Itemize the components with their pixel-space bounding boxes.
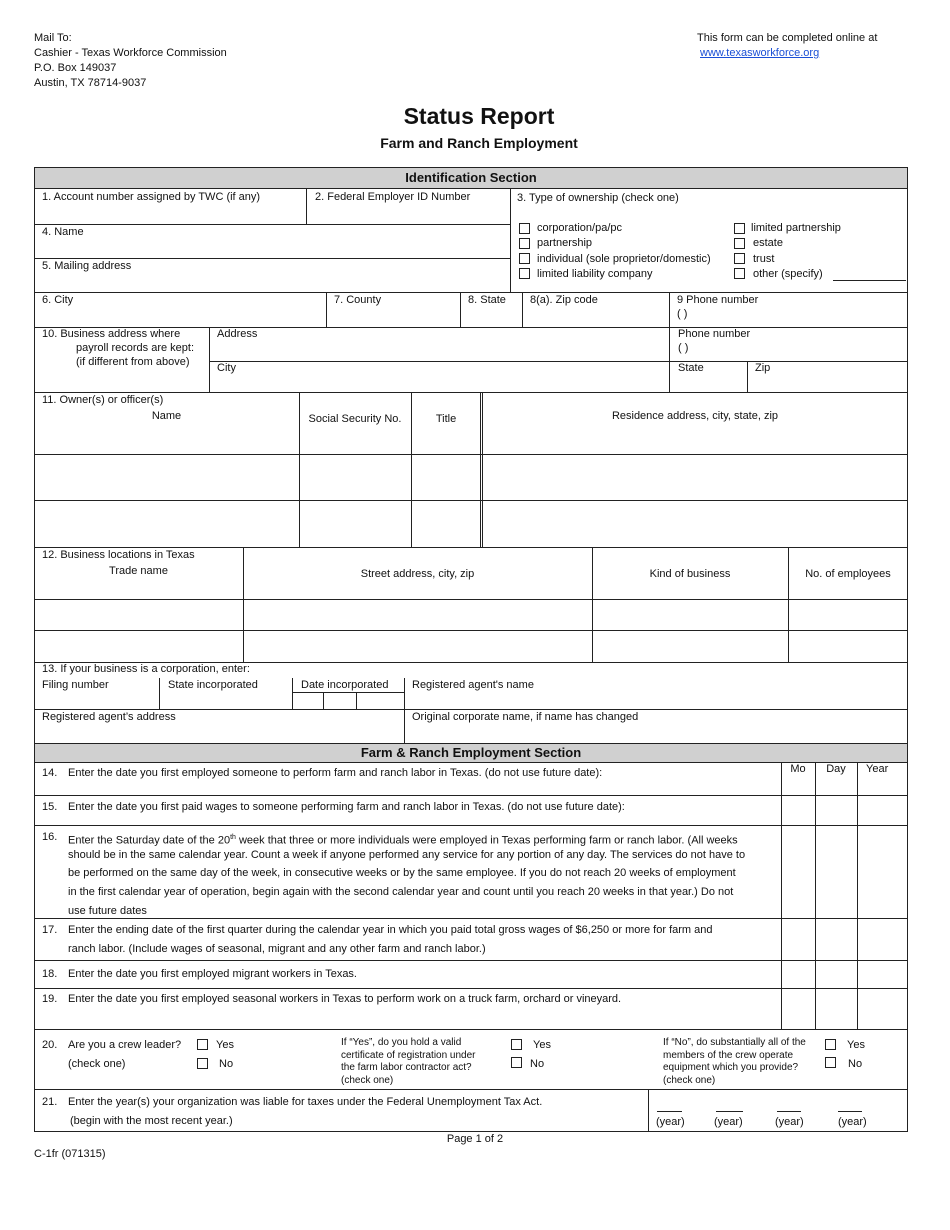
form-code: C-1fr (071315) [34, 1148, 106, 1160]
q18-text: Enter the date you first employed migrant workers in Texas. [68, 968, 357, 980]
checkbox-other[interactable] [734, 268, 745, 279]
state-label: State [678, 362, 704, 374]
year-2-label: (year) [714, 1116, 743, 1128]
q20-right-line-2: members of the crew operate [663, 1050, 794, 1061]
year-1-label: (year) [656, 1116, 685, 1128]
loc-col-employees: No. of employees [805, 568, 891, 580]
q19-number: 19. [42, 993, 58, 1005]
loc-col-trade-name: Trade name [109, 565, 168, 577]
ownership-option-other: other (specify) [753, 268, 823, 280]
identification-section-header: Identification Section [34, 167, 908, 189]
q20-certificate-yes-label: Yes [533, 1039, 551, 1051]
owner-col-address: Residence address, city, state, zip [611, 410, 779, 422]
field-10-label-3: (if different from above) [76, 356, 190, 368]
q20-text: Are you a crew leader? [68, 1039, 182, 1051]
q20-equipment-no-checkbox[interactable] [825, 1057, 836, 1068]
q16-text-line-1 [68, 831, 738, 848]
q20-certificate-no-label: No [530, 1058, 545, 1070]
checkbox-trust[interactable] [734, 253, 745, 264]
year-2-line[interactable] [716, 1111, 743, 1112]
q14-number: 14. [42, 767, 58, 779]
ownership-option-trust: trust [753, 253, 775, 265]
page-number: Page 1 of 2 [446, 1133, 504, 1145]
date-incorporated-label: Date incorporated [301, 679, 389, 691]
farm-section-header: Farm & Ranch Employment Section [34, 743, 908, 763]
q16-text-line-2: should be in the same calendar year. Count a week if anyone performed any service for any portion of any day. The services do not have to [68, 849, 746, 861]
checkbox-partnership[interactable] [519, 238, 530, 249]
field-12-label: 12. Business locations in Texas [42, 549, 195, 561]
q20-check-one: (check one) [68, 1058, 126, 1070]
q20-mid-line-3: the farm labor contractor act? [341, 1062, 472, 1073]
mail-po-box: P.O. Box 149037 [34, 62, 117, 74]
q17-text-line-2: ranch labor. (Include wages of seasonal, migrant and any other farm and ranch labor.) [68, 943, 486, 955]
ownership-option-estate: estate [753, 237, 783, 249]
q19-text: Enter the date you first employed seasonal workers in Texas to perform work on a truck farm, orchard or vineyard. [68, 993, 622, 1005]
checkbox-limited-partnership[interactable] [734, 223, 745, 234]
field-8a-label: 8(a). Zip code [530, 294, 598, 306]
owner-col-name: Name [151, 410, 182, 422]
q20-certificate-no-checkbox[interactable] [511, 1057, 522, 1068]
field-3-label: 3. Type of ownership (check one) [517, 192, 679, 204]
q17-number: 17. [42, 924, 58, 936]
q16-text-line-5: use future dates [68, 905, 147, 917]
q20-crew-leader-yes-checkbox[interactable] [197, 1039, 208, 1050]
ownership-option-limited-partnership: limited partnership [751, 222, 841, 234]
year-4-line[interactable] [838, 1111, 862, 1112]
checkbox-estate[interactable] [734, 238, 745, 249]
ownership-option-partnership: partnership [537, 237, 593, 249]
date-col-day: Day [826, 763, 846, 775]
filing-number-label: Filing number [42, 679, 109, 691]
phone-paren: ( ) [677, 308, 688, 320]
city-label: City [217, 362, 236, 374]
mail-to-label: Mail To: [34, 32, 72, 44]
field-10-label: 10. Business address where [42, 328, 181, 340]
loc-col-street: Street address, city, zip [360, 568, 475, 580]
year-4-label: (year) [838, 1116, 867, 1128]
checkbox-llc[interactable] [519, 268, 530, 279]
date-col-year: Year [866, 763, 889, 775]
q15-text: Enter the date you first paid wages to someone performing farm and ranch labor in Texas. (do not use future date): [68, 801, 625, 813]
q20-mid-line-4: (check one) [341, 1075, 394, 1086]
q14-text: Enter the date you first employed someone to perform farm and ranch labor in Texas. (do not use future date): [68, 767, 603, 779]
field-10-label-2: payroll records are kept: [76, 342, 194, 354]
q20-right-line-3: equipment which you provide? [663, 1062, 799, 1073]
ownership-option-corporation: corporation/pa/pc [537, 222, 622, 234]
checkbox-individual[interactable] [519, 253, 530, 264]
q21-number: 21. [42, 1096, 58, 1108]
other-specify-line[interactable] [833, 280, 906, 281]
q20-no-label: No [219, 1058, 234, 1070]
q16-text-b: week that three or more individuals were employed in Texas performing farm or ranch labor. (All weeks [235, 834, 738, 847]
q20-right-line-4: (check one) [663, 1075, 716, 1086]
q16-text-line-3: be performed on the same day of the week, in consecutive weeks or by the same employee. If you do not reach 20 weeks of employment [68, 867, 736, 879]
field-4-label: 4. Name [42, 226, 84, 238]
q20-mid-line-2: certificate of registration under [341, 1050, 476, 1061]
q20-equipment-no-label: No [848, 1058, 863, 1070]
year-1-line[interactable] [657, 1111, 682, 1112]
agent-address-label: Registered agent’s address [42, 711, 176, 723]
address-label: Address [217, 328, 258, 340]
q20-yes-label: Yes [216, 1039, 234, 1051]
state-incorporated-label: State incorporated [168, 679, 258, 691]
q15-number: 15. [42, 801, 58, 813]
checkbox-corporation[interactable] [519, 223, 530, 234]
q18-number: 18. [42, 968, 58, 980]
q20-right-line-1: If “No”, do substantially all of the [663, 1037, 806, 1048]
loc-col-kind: Kind of business [649, 568, 731, 580]
ownership-option-individual: individual (sole proprietor/domestic) [537, 253, 711, 265]
online-note: This form can be completed online at [697, 32, 878, 44]
field-2-label: 2. Federal Employer ID Number [315, 191, 471, 203]
q21-subtext: (begin with the most recent year.) [70, 1115, 233, 1127]
field-13-label: 13. If your business is a corporation, enter: [42, 663, 250, 675]
q21-text: Enter the year(s) your organization was liable for taxes under the Federal Unemployment Tax Act. [68, 1096, 543, 1108]
q20-number: 20. [42, 1039, 58, 1051]
page-title: Status Report [403, 103, 555, 129]
q20-equipment-yes-checkbox[interactable] [825, 1039, 836, 1050]
field-5-label: 5. Mailing address [42, 260, 132, 272]
q17-text-line-1: Enter the ending date of the first quarter during the calendar year in which you paid total gross wages of $6,250 or more for farm and [68, 924, 713, 936]
q16-text-a: Enter the Saturday date of the 20 [68, 834, 231, 847]
date-col-mo: Mo [790, 763, 806, 775]
q20-mid-line-1: If “Yes”, do you hold a valid [341, 1037, 462, 1048]
field-1-label: 1. Account number assigned by TWC (if any) [42, 191, 261, 203]
field-6-label: 6. City [42, 294, 74, 306]
owner-col-ssn: Social Security No. [308, 413, 402, 425]
field-8-label: 8. State [468, 294, 506, 306]
mail-city: Austin, TX 78714-9037 [34, 77, 147, 89]
q16-text-line-4: in the first calendar year of operation, begin again with the second calendar year and count until you reach 20 weeks in that year.) Do not [68, 886, 734, 898]
q16-sup: th [230, 834, 236, 841]
year-3-label: (year) [775, 1116, 804, 1128]
page-subtitle: Farm and Ranch Employment [380, 135, 578, 151]
original-name-label: Original corporate name, if name has changed [412, 711, 639, 723]
q20-certificate-yes-checkbox[interactable] [511, 1039, 522, 1050]
q16-number: 16. [42, 831, 58, 843]
field-7-label: 7. County [334, 294, 382, 306]
ownership-option-llc: limited liability company [537, 268, 653, 280]
phone-number-label: Phone number [678, 328, 751, 340]
phone-paren-2: ( ) [678, 342, 689, 354]
zip-label: Zip [755, 362, 771, 374]
mail-cashier: Cashier - Texas Workforce Commission [34, 47, 227, 59]
agent-name-label: Registered agent's name [412, 679, 534, 691]
field-9-label: 9 Phone number [677, 294, 759, 306]
year-3-line[interactable] [777, 1111, 801, 1112]
field-11-label: 11. Owner(s) or officer(s) [42, 394, 164, 406]
q20-equipment-yes-label: Yes [847, 1039, 865, 1051]
q20-crew-leader-no-checkbox[interactable] [197, 1058, 208, 1069]
owner-col-title: Title [435, 413, 457, 425]
website-link[interactable]: www.texasworkforce.org [700, 47, 820, 59]
